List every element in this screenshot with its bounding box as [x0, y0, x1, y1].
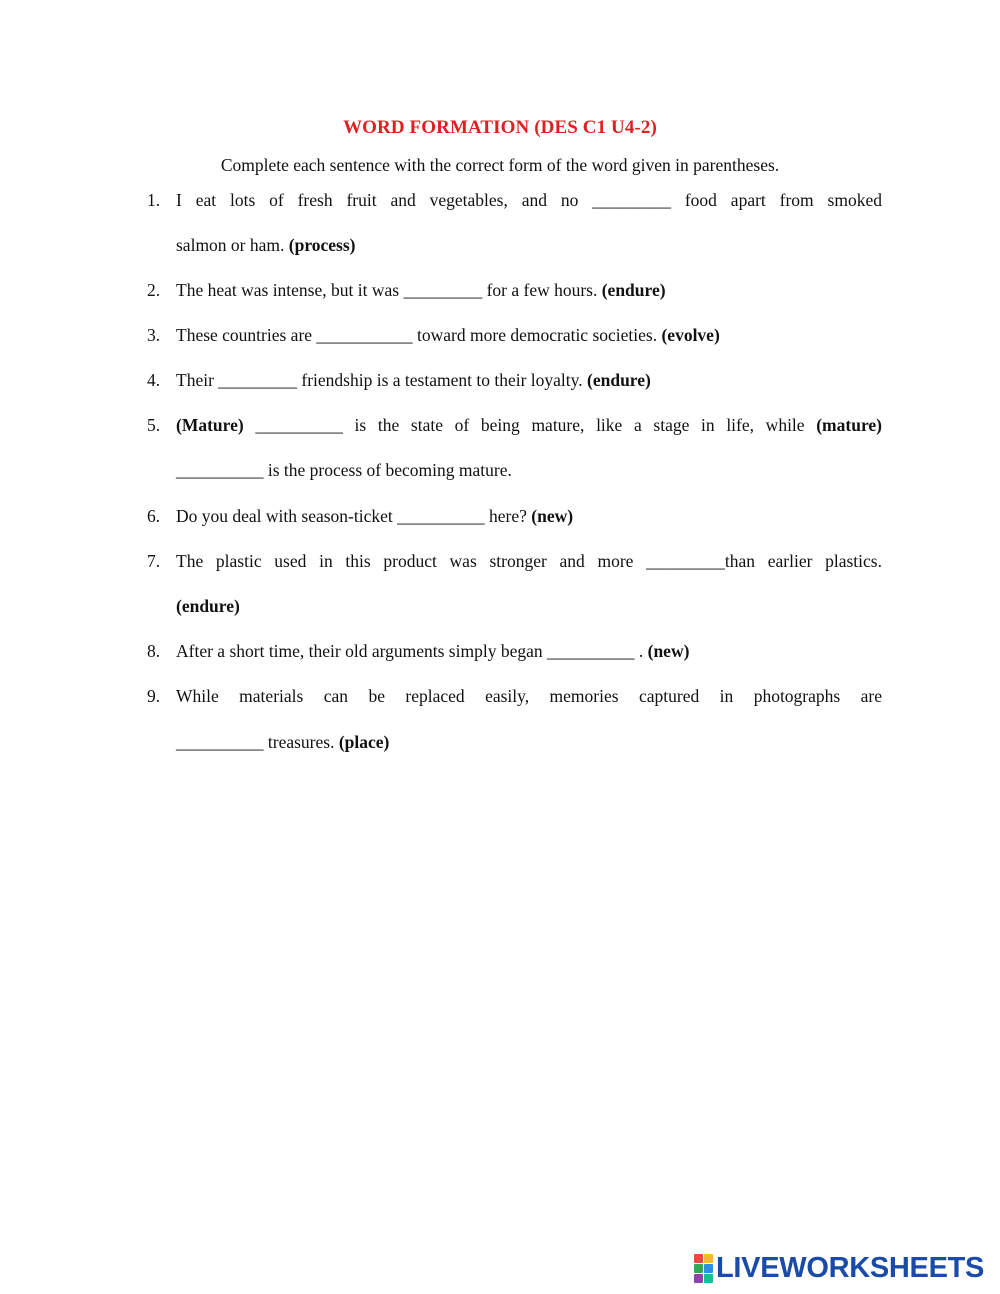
item-text: The heat was intense, but it was _________ for a few hours.: [176, 280, 602, 300]
worksheet-instruction: Complete each sentence with the correct form of the word given in parentheses.: [220, 155, 780, 175]
item-number: 9.: [147, 686, 161, 706]
liveworksheets-logo: [694, 1252, 984, 1284]
item-number: 8.: [147, 641, 161, 661]
item-5-line-1: [176, 414, 882, 436]
item-number: 5.: [147, 415, 161, 435]
logo-square: [704, 1264, 713, 1273]
item-text: After a short time, their old arguments simply began __________ .: [176, 641, 648, 661]
word-hint: (Mature): [176, 415, 244, 435]
item-number: 1.: [147, 190, 161, 210]
item-number: 7.: [147, 551, 161, 571]
word-hint: (evolve): [661, 325, 720, 345]
item-3-line: [176, 324, 720, 346]
item-text: These countries are ___________ toward more democratic societies.: [176, 325, 662, 345]
item-text: Do you deal with season-ticket __________ here?: [176, 506, 532, 526]
item-1-line-2: [176, 234, 356, 256]
word-hint: (place): [338, 732, 390, 752]
word-hint: (endure): [587, 370, 651, 390]
logo-square: [704, 1274, 713, 1283]
item-7-line-1: The plastic used in this product was stronger and more _________than earlier plastics.: [176, 551, 882, 571]
item-1-line-1: I eat lots of fresh fruit and vegetables, and no _________ food apart from smoked: [176, 190, 882, 210]
item-9-line-1: While materials can be replaced easily, memories captured in photographs are: [176, 686, 882, 706]
logo-square: [694, 1254, 703, 1263]
word-hint: (new): [531, 506, 574, 526]
item-5-line-2: __________ is the process of becoming mature.: [176, 460, 512, 480]
brand-name: LIVEWORKSHEETS: [716, 1251, 985, 1284]
item-text: Their _________ friendship is a testament to their loyalty.: [176, 370, 588, 390]
logo-square: [694, 1274, 703, 1283]
item-8-line: [176, 640, 689, 662]
item-number: 6.: [147, 506, 161, 526]
logo-square: [704, 1254, 713, 1263]
item-text: salmon or ham.: [176, 235, 289, 255]
word-hint: (new): [647, 641, 690, 661]
item-9-line-2: [176, 731, 389, 753]
word-hint: (endure): [601, 280, 666, 300]
item-text: __________ is the state of being mature, like a stage in life, while: [243, 415, 817, 435]
liveworksheets-logo-icon: [694, 1254, 712, 1282]
word-hint: (endure): [176, 596, 240, 616]
item-text: __________ treasures.: [176, 732, 339, 752]
worksheet-title: WORD FORMATION (DES C1 U4-2): [343, 117, 657, 138]
item-number: 2.: [147, 280, 161, 300]
item-2-line: [176, 279, 666, 301]
logo-square: [694, 1264, 703, 1273]
item-number: 3.: [147, 325, 161, 345]
word-hint: (mature): [816, 415, 882, 435]
item-7-line-2: [176, 595, 240, 617]
item-number: 4.: [147, 370, 161, 390]
item-6-line: [176, 505, 573, 527]
item-4-line: [176, 369, 651, 391]
word-hint: (process): [288, 235, 356, 255]
